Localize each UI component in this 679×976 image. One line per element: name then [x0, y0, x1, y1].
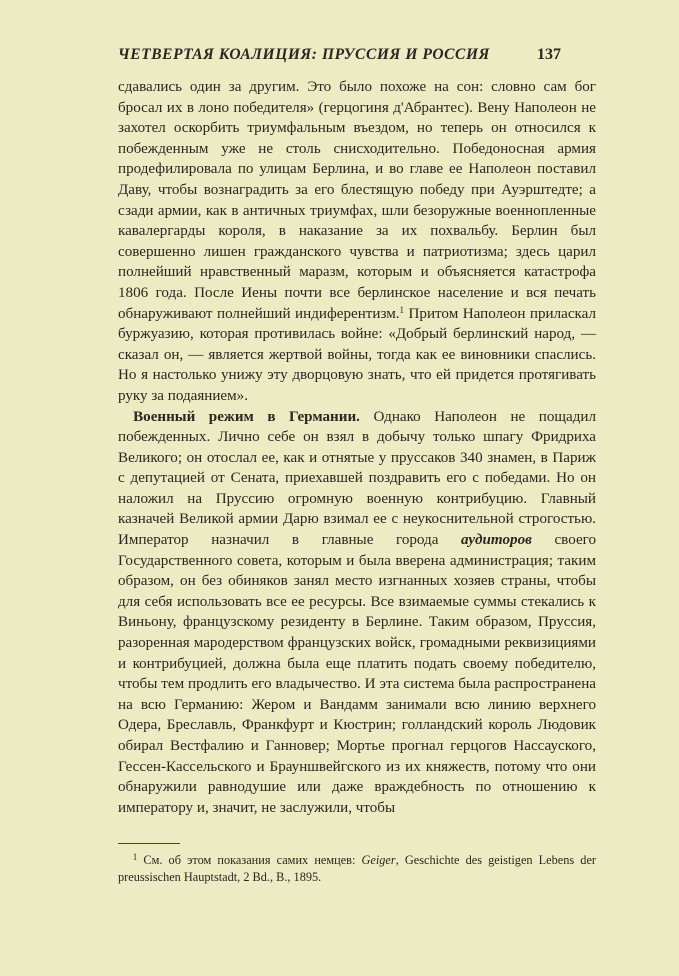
- footnote-divider: [118, 843, 180, 844]
- text-segment: своего Государственного совета, которым и была вверена администрация; таким образом, он без обиняков занял место изгнанных хозяев страны, чтобы для себя использовать все ее ресурсы. Все взимаемые суммы стекались к Виньону, французскому резиденту в Берлине. Таким образом, Пруссия, разоренная мародерством французских войск, громадными реквизициями и контрибуцией, должна была еще платить подать своему победителю, чтобы тем продлить его владычество. И эта система была распространена на всю Германию: Жером и Вандамм занимали всю линию верхнего Одера, Бреславль, Франкфурт и Кюстрин; голландский король Людовик обирал Вестфалию и Ганновер; Мортье прогнал герцогов Нассауского, Гессен-Кассельского и Брауншвейгского из их княжеств, потому что они обнаружили равнодушие или даже враждебность по отношению к императору и, значит, не заслужили, чтобы: [118, 532, 596, 816]
- section-run-in-heading: Военный режим в Германии.: [133, 408, 360, 425]
- footnote-text: См. об этом показания самих немцев:: [137, 853, 362, 867]
- footnote-author: Geiger: [361, 853, 396, 867]
- footnote: [118, 852, 596, 886]
- footnote-reference: 1: [399, 304, 405, 315]
- paragraph-1: [118, 77, 596, 407]
- text-segment: Притом Наполеон приласкал буржуазию, которая противилась войне: «Добрый берлинский народ, — сказал он, — является жертвой войны, тогда как ее виновники спаслись. Но я настолько унижу эту дворцовую знать, что ей придется протягивать руку за подаянием».: [118, 305, 596, 404]
- page-header: [118, 46, 561, 72]
- text-segment: сдавались один за другим. Это было похоже на сон: словно сам бог бросал их в лоно победителя» (герцогиня д'Абрантес). Вену Наполеон не захотел оскорбить триумфальным въездом, но теперь он относился к побежденным уже не столь снисходительно. Победоносная армия продефилировала по улицам Берлина, и во главе ее Наполеон поставил Даву, чтобы вознаградить за его блестящую победу при Ауэрштедте; а сзади армии, как в античных триумфах, шли безоружные военнопленные кавалергарды короля, в наказание за их похвальбу. Берлин был совершенно лишен гражданского чувства и патриотизма; здесь царил полнейший нравственный маразм, которым и объясняется катастрофа 1806 года. После Иены почти все берлинское население и вся печать обнаруживают полнейший индиферентизм.: [118, 79, 596, 322]
- running-title: ЧЕТВЕРТАЯ КОАЛИЦИЯ: ПРУССИЯ И РОССИЯ: [118, 46, 490, 63]
- paragraph-2: [118, 407, 596, 819]
- text-segment: Однако Наполеон не пощадил побежденных. Лично себе он взял в добычу только шпагу Фридриха Великого; он отослал ее, как и отнятые у пруссаков 340 знамен, в Париж с депутацией от Сената, приехавшей поздравить его с победами. Но он наложил на Пруссию огромную военную контрибуцию. Главный казначей Великой армии Дарю взимал ее с неукоснительной строгостью. Император назначил в главные города: [118, 408, 596, 549]
- footnote-text: , Geschichte des geistigen Lebens der preussischen Hauptstadt, 2 Bd., B., 1895.: [118, 853, 597, 884]
- main-text: [118, 77, 596, 818]
- footnote-marker: 1: [132, 852, 138, 862]
- emphasized-term: аудиторов: [461, 532, 532, 549]
- page-number: 137: [537, 46, 561, 63]
